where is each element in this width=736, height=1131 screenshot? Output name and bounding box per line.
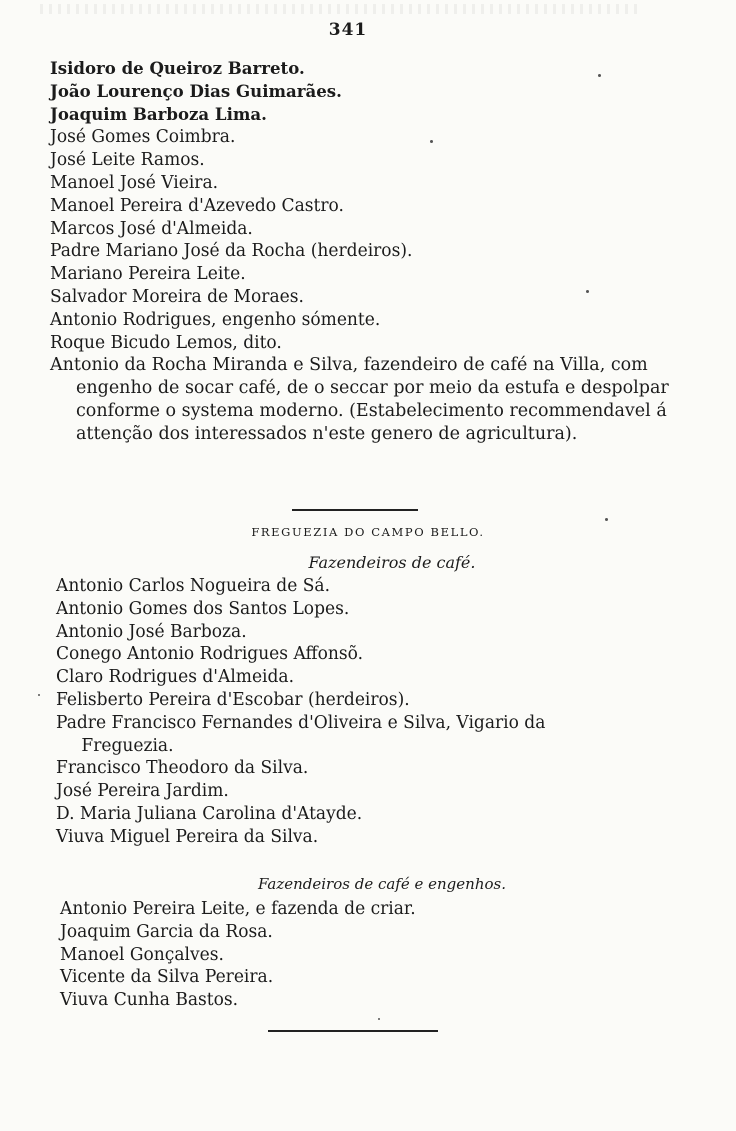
list-item: João Lourenço Dias Guimarães. bbox=[50, 81, 342, 102]
list-item: Mariano Pereira Leite. bbox=[50, 264, 246, 285]
list-item: José Leite Ramos. bbox=[50, 150, 205, 171]
list-item: Conego Antonio Rodrigues Affonsõ. bbox=[56, 644, 364, 665]
ink-speck bbox=[430, 140, 433, 143]
list-item: Antonio Rodrigues, engenho sómente. bbox=[50, 309, 381, 330]
list-item: D. Maria Juliana Carolina d'Atayde. bbox=[56, 803, 363, 824]
print-bleed-noise bbox=[40, 4, 640, 14]
list-item: Freguezia. bbox=[81, 735, 174, 756]
list-item: Marcos José d'Almeida. bbox=[50, 218, 253, 239]
list-item: Salvador Moreira de Moraes. bbox=[50, 286, 304, 307]
list-item: Padre Mariano José da Rocha (herdeiros). bbox=[50, 241, 413, 262]
list-item: José Gomes Coimbra. bbox=[50, 127, 236, 148]
list-item: Roque Bicudo Lemos, dito. bbox=[50, 332, 282, 353]
ink-speck bbox=[38, 694, 40, 696]
list-item: Felisberto Pereira d'Escobar (herdeiros). bbox=[56, 689, 410, 710]
list-item: Antonio Carlos Nogueira de Sá. bbox=[56, 576, 331, 596]
name-list-a bbox=[50, 58, 669, 446]
list-item: Francisco Theodoro da Silva. bbox=[56, 758, 309, 779]
ink-speck bbox=[586, 290, 589, 293]
ink-speck bbox=[598, 74, 601, 77]
ink-speck bbox=[605, 518, 608, 521]
name-list-b bbox=[56, 575, 656, 849]
ink-speck bbox=[378, 1018, 380, 1020]
list-paragraph: Antonio da Rocha Miranda e Silva, fazendeiro de café na Villa, com engenho de socar café, de o seccar por meio da estufa e despolpar conforme o systema moderno. (Estabelecimento recommendavel á attenção dos interessados n'este genero de agricultura). bbox=[50, 355, 669, 444]
list-item: Claro Rodrigues d'Almeida. bbox=[56, 667, 295, 688]
list-item: Viuva Cunha Bastos. bbox=[60, 990, 239, 1011]
list-item: Isidoro de Queiroz Barreto. bbox=[50, 59, 305, 79]
list-item: José Pereira Jardim. bbox=[56, 781, 229, 802]
list-item: Viuva Miguel Pereira da Silva. bbox=[56, 826, 319, 847]
subheading: Fazendeiros de café. bbox=[308, 553, 476, 572]
list-item: Manoel José Vieira. bbox=[50, 172, 219, 193]
list-item: Joaquim Garcia da Rosa. bbox=[60, 921, 273, 942]
section-divider bbox=[292, 509, 418, 511]
list-item: Antonio Gomes dos Santos Lopes. bbox=[56, 598, 350, 619]
section-title: FREGUEZIA DO CAMPO BELLO. bbox=[251, 525, 485, 539]
end-divider bbox=[268, 1030, 438, 1032]
subheading: Fazendeiros de café e engenhos. bbox=[258, 875, 506, 893]
list-item: Vicente da Silva Pereira. bbox=[60, 967, 274, 988]
list-item: Antonio Pereira Leite, e fazenda de criar. bbox=[60, 899, 416, 919]
name-list-c bbox=[60, 898, 660, 1012]
page-number: 341 bbox=[328, 20, 368, 40]
list-item: Antonio José Barboza. bbox=[56, 621, 247, 642]
list-item: Manoel Gonçalves. bbox=[60, 944, 224, 965]
list-item: Manoel Pereira d'Azevedo Castro. bbox=[50, 195, 344, 216]
list-item: Joaquim Barboza Lima. bbox=[50, 104, 267, 125]
list-item: Padre Francisco Fernandes d'Oliveira e Silva, Vigario da bbox=[56, 712, 546, 733]
